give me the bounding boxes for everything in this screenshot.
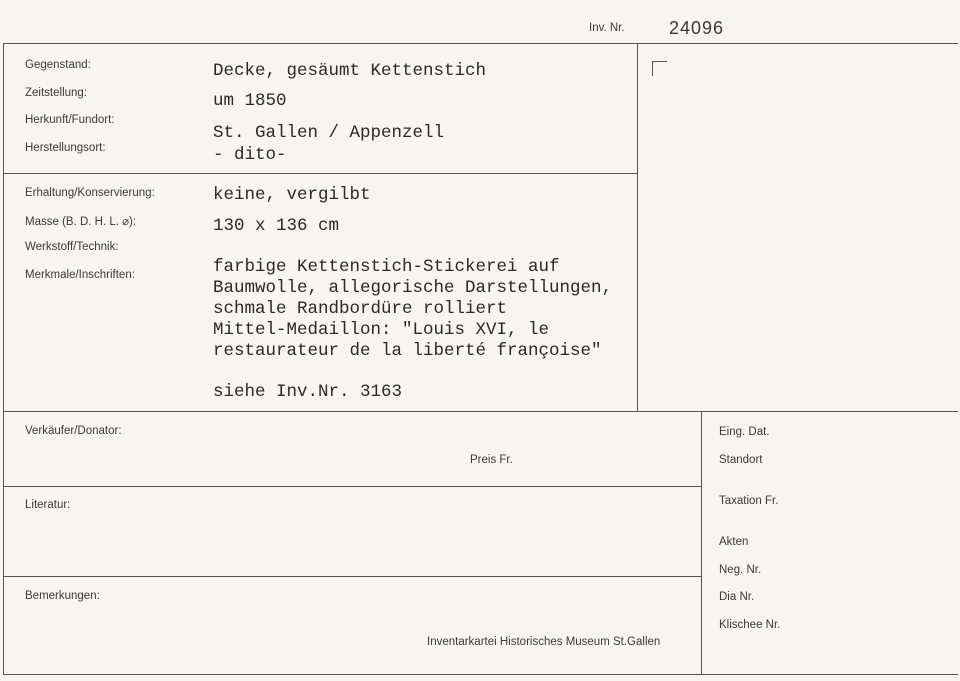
preis-label: Preis Fr. xyxy=(470,454,513,466)
gegenstand-label: Gegenstand: xyxy=(25,59,91,71)
merkmale-line-4: Mittel-Medaillon: "Louis XVI, le xyxy=(213,320,550,340)
footer-text: Inventarkartei Historisches Museum St.Gallen xyxy=(427,636,661,648)
merkmale-label: Merkmale/Inschriften: xyxy=(25,269,135,281)
zeitstellung-value: um 1850 xyxy=(213,91,287,111)
zeitstellung-label: Zeitstellung: xyxy=(25,87,88,99)
merkmale-line-2: Baumwolle, allegorische Darstellungen, xyxy=(213,278,613,298)
gegenstand-value: Decke, gesäumt Kettenstich xyxy=(213,61,487,81)
merkmale-line-1: farbige Kettenstich-Stickerei auf xyxy=(213,257,560,277)
herkunft-label: Herkunft/Fundort: xyxy=(25,114,115,126)
divider-description xyxy=(3,411,958,412)
verkaeufer-label: Verkäufer/Donator: xyxy=(25,425,122,437)
siehe-value: siehe Inv.Nr. 3163 xyxy=(213,382,403,402)
dia-nr-label: Dia Nr. xyxy=(719,591,755,603)
divider-admin-column xyxy=(701,411,702,675)
herstellungsort-label: Herstellungsort: xyxy=(25,142,106,154)
werkstoff-label: Werkstoff/Technik: xyxy=(25,241,119,253)
divider-identification xyxy=(3,173,638,174)
erhaltung-label: Erhaltung/Konservierung: xyxy=(25,187,155,199)
merkmale-line-3: schmale Randbordüre rolliert xyxy=(213,299,508,319)
inv-nr-label: Inv. Nr. xyxy=(589,22,625,34)
corner-mark xyxy=(652,61,667,76)
eing-dat-label: Eing. Dat. xyxy=(719,426,770,438)
akten-label: Akten xyxy=(719,536,749,548)
herstellungsort-value: - dito- xyxy=(213,145,287,165)
bemerkungen-label: Bemerkungen: xyxy=(25,590,100,602)
klischee-nr-label: Klischee Nr. xyxy=(719,619,781,631)
divider-seller xyxy=(3,486,702,487)
inv-nr-value: 24096 xyxy=(669,18,725,38)
standort-label: Standort xyxy=(719,454,763,466)
merkmale-line-5: restaurateur de la liberté françoise" xyxy=(213,341,602,361)
masse-label: Masse (B. D. H. L. ⌀): xyxy=(25,216,137,228)
divider-right-column xyxy=(637,43,638,412)
neg-nr-label: Neg. Nr. xyxy=(719,564,762,576)
masse-value: 130 x 136 cm xyxy=(213,216,340,236)
taxation-label: Taxation Fr. xyxy=(719,495,779,507)
herkunft-value: St. Gallen / Appenzell xyxy=(213,123,445,143)
erhaltung-value: keine, vergilbt xyxy=(213,185,371,205)
divider-literature xyxy=(3,576,702,577)
literatur-label: Literatur: xyxy=(25,499,71,511)
